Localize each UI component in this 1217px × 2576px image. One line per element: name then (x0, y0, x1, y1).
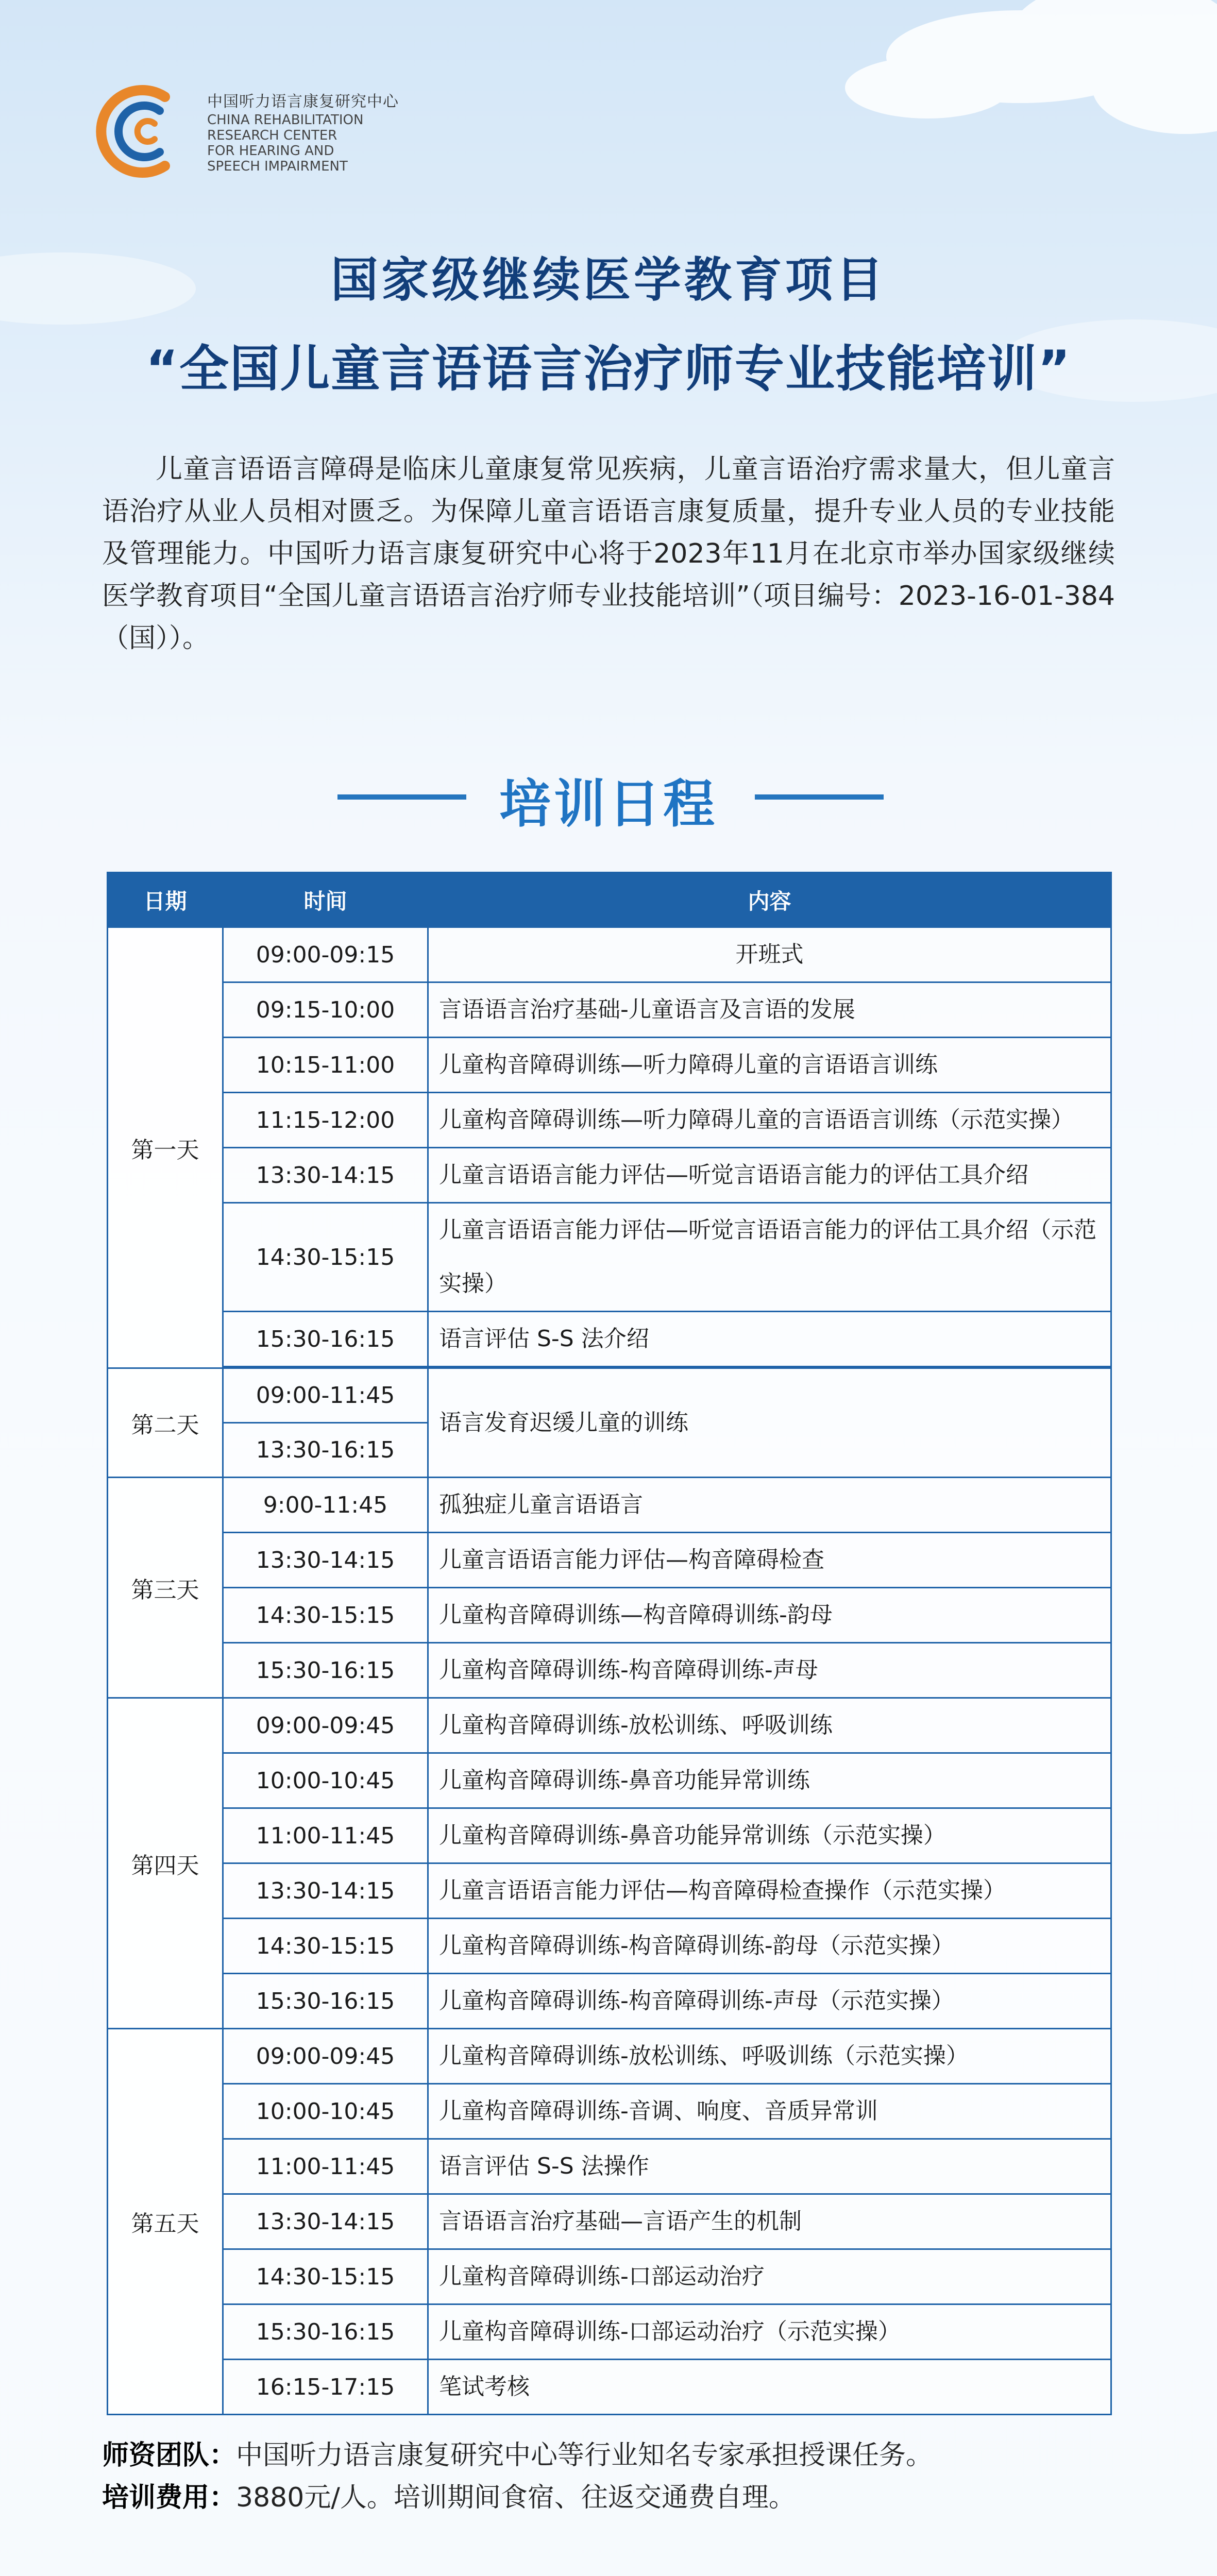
time-cell: 15:30-16:15 (223, 1643, 428, 1698)
faculty-line (102, 2434, 1115, 2477)
time-cell: 13:30-16:15 (223, 1423, 428, 1478)
table-row (108, 2194, 1111, 2249)
org-name-cn: 中国听力语言康复研究中心 (207, 93, 399, 111)
content-cell: 语言评估 S-S 法介绍 (428, 1312, 1111, 1367)
content-cell: 孤独症儿童言语语言 (428, 1478, 1111, 1533)
intro-paragraph: 儿童言语语言障碍是临床儿童康复常见疾病，儿童言语治疗需求量大，但儿童言语治疗从业人员相对匮乏。为保障儿童言语语言康复质量，提升专业人员的专业技能及管理能力。中国听力语言康复研究中心将于2023年11月在北京市举办国家级继续医学教育项目“全国儿童言语语言治疗师专业技能培训”（项目编号：2023-16-01-384（国））。 (102, 454, 1115, 654)
content-cell: 儿童构音障碍训练—听力障碍儿童的言语语言训练 (428, 1038, 1111, 1093)
content-cell: 儿童构音障碍训练-放松训练、呼吸训练 (428, 1698, 1111, 1753)
time-cell: 09:00-09:15 (223, 927, 428, 982)
time-cell: 13:30-14:15 (223, 2194, 428, 2249)
column-header-content: 内容 (428, 873, 1111, 927)
time-cell: 10:00-10:45 (223, 1753, 428, 1808)
content-cell: 儿童言语语言能力评估—听觉言语语言能力的评估工具介绍 (428, 1148, 1111, 1203)
table-row (108, 1753, 1111, 1808)
time-cell: 15:30-16:15 (223, 2304, 428, 2360)
table-row (108, 2084, 1111, 2139)
table-row (108, 2360, 1111, 2415)
time-cell: 14:30-15:15 (223, 2249, 428, 2304)
org-name-en-line: FOR HEARING AND (207, 143, 334, 159)
table-header-row (108, 873, 1111, 927)
day-cell: 第一天 (108, 927, 223, 1368)
faculty-text: 中国听力语言康复研究中心等行业知名专家承担授课任务。 (236, 2440, 933, 2471)
table-row (108, 1643, 1111, 1698)
table-row (108, 1038, 1111, 1093)
time-cell: 10:15-11:00 (223, 1038, 428, 1093)
time-cell: 13:30-14:15 (223, 1863, 428, 1919)
content-cell: 儿童构音障碍训练-放松训练、呼吸训练（示范实操） (428, 2029, 1111, 2084)
table-row (108, 2304, 1111, 2360)
content-cell: 儿童构音障碍训练-鼻音功能异常训练 (428, 1753, 1111, 1808)
table-row (108, 1368, 1111, 1423)
time-cell: 10:00-10:45 (223, 2084, 428, 2139)
schedule-table (107, 872, 1112, 2415)
content-cell: 言语语言治疗基础—言语产生的机制 (428, 2194, 1111, 2249)
content-cell: 儿童构音障碍训练—构音障碍训练-韵母 (428, 1588, 1111, 1643)
project-title: 国家级继续医学教育项目 (330, 252, 886, 308)
content-cell: 言语语言治疗基础-儿童语言及言语的发展 (428, 982, 1111, 1038)
column-header-date: 日期 (108, 873, 223, 927)
content-cell: 语言发育迟缓儿童的训练 (428, 1368, 1111, 1478)
heading-rule-right (755, 794, 884, 800)
table-row (108, 1203, 1111, 1312)
content-cell: 儿童构音障碍训练-口部运动治疗 (428, 2249, 1111, 2304)
table-row (108, 2029, 1111, 2084)
time-cell: 15:30-16:15 (223, 1974, 428, 2029)
fee-line (102, 2477, 1115, 2519)
time-cell: 11:15-12:00 (223, 1093, 428, 1148)
org-name-en-line: SPEECH IMPAIRMENT (207, 159, 348, 174)
time-cell: 09:00-11:45 (223, 1368, 428, 1423)
org-name-en (207, 112, 465, 174)
org-name-en-line: RESEARCH CENTER (207, 128, 337, 143)
content-cell: 儿童构音障碍训练-音调、响度、音质异常训 (428, 2084, 1111, 2139)
table-row (108, 1478, 1111, 1533)
day-cell: 第二天 (108, 1368, 223, 1478)
time-cell: 16:15-17:15 (223, 2360, 428, 2415)
info-block (102, 2434, 1115, 2519)
time-cell: 09:00-09:45 (223, 1698, 428, 1753)
day-cell: 第三天 (108, 1478, 223, 1698)
faculty-label: 师资团队： (102, 2440, 236, 2471)
time-cell: 9:00-11:45 (223, 1478, 428, 1533)
table-row (108, 2139, 1111, 2194)
time-cell: 11:00-11:45 (223, 1808, 428, 1863)
table-row (108, 1808, 1111, 1863)
content-cell: 儿童构音障碍训练—听力障碍儿童的言语语言训练（示范实操） (428, 1093, 1111, 1148)
content-cell: 儿童言语语言能力评估—构音障碍检查操作（示范实操） (428, 1863, 1111, 1919)
table-row (108, 2249, 1111, 2304)
table-row (108, 1588, 1111, 1643)
training-title: “全国儿童言语语言治疗师专业技能培训” (145, 340, 1072, 398)
content-cell: 儿童言语语言能力评估—构音障碍检查 (428, 1533, 1111, 1588)
org-logo-mark (88, 82, 196, 180)
schedule-title: 培训日程 (499, 774, 718, 834)
table-row (108, 1312, 1111, 1367)
content-cell: 儿童构音障碍训练-口部运动治疗（示范实操） (428, 2304, 1111, 2360)
table-row (108, 1533, 1111, 1588)
table-row (108, 982, 1111, 1038)
table-row (108, 1093, 1111, 1148)
day-cell: 第五天 (108, 2029, 223, 2415)
table-row (108, 1919, 1111, 1974)
table-row (108, 927, 1111, 982)
fee-label: 培训费用： (102, 2482, 236, 2513)
content-cell: 儿童构音障碍训练-构音障碍训练-声母 (428, 1643, 1111, 1698)
content-cell: 开班式 (428, 927, 1111, 982)
content-cell: 儿童构音障碍训练-鼻音功能异常训练（示范实操） (428, 1808, 1111, 1863)
time-cell: 14:30-15:15 (223, 1203, 428, 1312)
table-row (108, 1148, 1111, 1203)
org-logo (88, 82, 459, 185)
time-cell: 13:30-14:15 (223, 1533, 428, 1588)
content-cell: 儿童构音障碍训练-构音障碍训练-声母（示范实操） (428, 1974, 1111, 2029)
time-cell: 11:00-11:45 (223, 2139, 428, 2194)
table-row (108, 1698, 1111, 1753)
time-cell: 13:30-14:15 (223, 1148, 428, 1203)
time-cell: 15:30-16:15 (223, 1312, 428, 1367)
org-name-en-line: CHINA REHABILITATION (207, 112, 364, 128)
time-cell: 09:00-09:45 (223, 2029, 428, 2084)
table-row (108, 1974, 1111, 2029)
content-cell: 儿童言语语言能力评估—听觉言语语言能力的评估工具介绍（示范实操） (428, 1203, 1111, 1312)
time-cell: 14:30-15:15 (223, 1919, 428, 1974)
content-cell: 语言评估 S-S 法操作 (428, 2139, 1111, 2194)
column-header-time: 时间 (223, 873, 428, 927)
fee-text: 3880元/人。培训期间食宿、往返交通费自理。 (236, 2482, 796, 2513)
content-cell: 儿童构音障碍训练-构音障碍训练-韵母（示范实操） (428, 1919, 1111, 1974)
time-cell: 09:15-10:00 (223, 982, 428, 1038)
schedule-heading (0, 752, 1217, 835)
content-cell: 笔试考核 (428, 2360, 1111, 2415)
table-row (108, 1863, 1111, 1919)
time-cell: 14:30-15:15 (223, 1588, 428, 1643)
day-cell: 第四天 (108, 1698, 223, 2029)
